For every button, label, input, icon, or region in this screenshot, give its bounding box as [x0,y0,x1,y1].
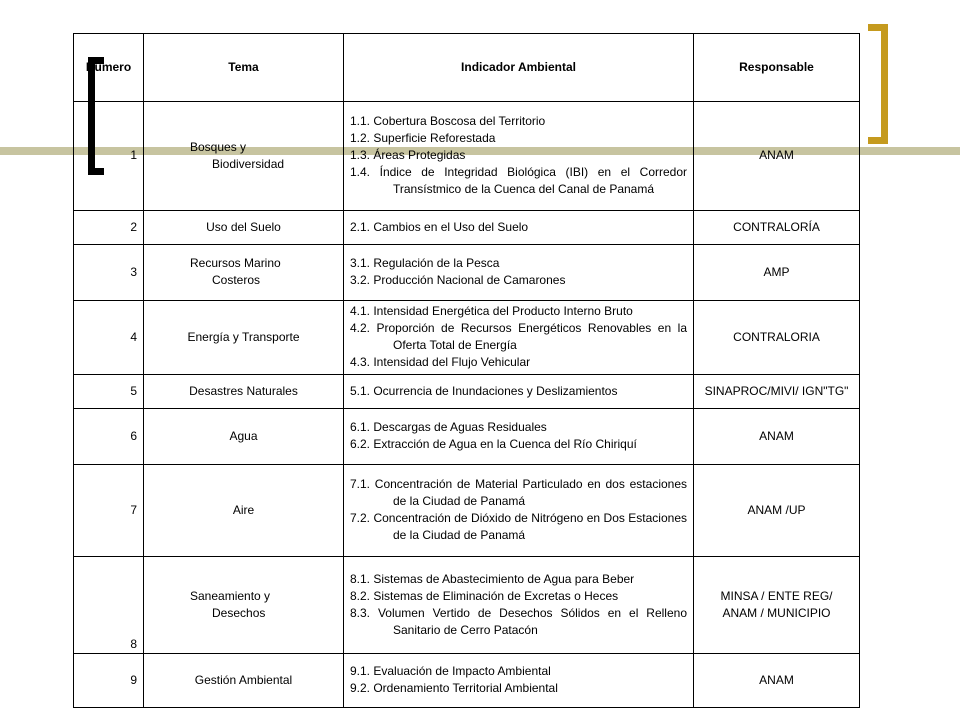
row-tema [144,374,344,408]
row-responsable: AMP [694,244,860,300]
table-row [74,653,860,707]
row-tema [144,210,344,244]
row-indicadores [344,210,694,244]
indicator-item: 8.1. Sistemas de Abastecimiento de Agua para Beber [350,572,635,587]
indicator-item: 8.3. Volumen Vertido de Desechos Sólidos en el Relleno Sanitario de Cerro Patacón [350,606,687,638]
row-indicadores [344,464,694,557]
table-row [74,210,860,244]
row-tema [144,102,344,211]
right-bracket-decoration [868,24,888,144]
table-row [74,557,860,654]
row-tema [144,653,344,707]
table-row [74,464,860,557]
row-number: 5 [74,374,144,408]
row-tema [144,408,344,464]
row-indicadores [344,653,694,707]
row-responsable: ANAM [694,102,860,211]
row-number: 8 [74,557,144,654]
tema-line: Uso del Suelo [206,219,281,234]
row-indicadores [344,374,694,408]
header-numero: Número [74,34,144,102]
table-row [74,408,860,464]
header-responsable: Responsable [694,34,860,102]
indicator-item: 1.4. Índice de Integridad Biológica (IBI) en el Corredor Transístmico de la Cuenca del Canal de Panamá [350,165,687,197]
row-number: 1 [74,102,144,211]
indicator-item: 4.2. Proporción de Recursos Energéticos Renovables en la Oferta Total de Energía [350,321,687,353]
indicator-item: 1.1. Cobertura Boscosa del Territorio [350,114,546,129]
indicator-item: 7.1. Concentración de Material Particulado en dos estaciones de la Ciudad de Panamá [350,477,687,509]
left-bracket-decoration [88,57,104,175]
tema-line: Energía y Transporte [187,329,300,344]
row-indicadores [344,300,694,374]
row-number: 4 [74,300,144,374]
tema-line: Bosques y [190,139,247,154]
indicator-item: 1.2. Superficie Reforestada [350,131,496,146]
table-row [74,244,860,300]
indicators-table [73,33,860,708]
indicator-item: 2.1. Cambios en el Uso del Suelo [350,219,529,234]
row-number: 2 [74,210,144,244]
indicator-item: 4.3. Intensidad del Flujo Vehicular [350,355,531,370]
row-responsable: ANAM [694,408,860,464]
row-responsable: ANAM [694,653,860,707]
row-responsable: CONTRALORÍA [694,210,860,244]
row-responsable: MINSA / ENTE REG/ ANAM / MUNICIPIO [694,557,860,654]
row-responsable: ANAM /UP [694,464,860,557]
table-row [74,300,860,374]
indicator-item: 4.1. Intensidad Energética del Producto Interno Bruto [350,304,633,319]
row-indicadores [344,408,694,464]
table-row [74,374,860,408]
indicator-item: 3.2. Producción Nacional de Camarones [350,273,566,288]
header-tema: Tema [144,34,344,102]
indicator-item: 5.1. Ocurrencia de Inundaciones y Deslizamientos [350,383,618,398]
indicator-item: 9.1. Evaluación de Impacto Ambiental [350,664,551,679]
row-indicadores [344,557,694,654]
row-number: 7 [74,464,144,557]
tema-line: Recursos Marino [190,256,281,271]
indicator-item: 8.2. Sistemas de Eliminación de Excretas o Heces [350,589,619,604]
indicator-item: 6.1. Descargas de Aguas Residuales [350,420,547,435]
indicator-item: 7.2. Concentración de Dióxido de Nitrógeno en Dos Estaciones de la Ciudad de Panamá [350,511,687,543]
tema-line: Agua [229,428,258,443]
tema-line: Desastres Naturales [189,383,298,398]
row-indicadores [344,102,694,211]
row-tema [144,244,344,300]
indicator-item: 3.1. Regulación de la Pesca [350,256,500,271]
row-number: 3 [74,244,144,300]
row-tema [144,300,344,374]
tema-line: Costeros [212,273,261,288]
tema-line: Gestión Ambiental [194,672,293,687]
table-header-row [74,34,860,102]
row-number: 9 [74,653,144,707]
row-responsable: SINAPROC/MIVI/ IGN"TG" [694,374,860,408]
table-row [74,102,860,211]
indicator-item: 6.2. Extracción de Agua en la Cuenca del Río Chiriquí [350,437,637,452]
indicator-item: 1.3. Áreas Protegidas [350,148,466,163]
header-indicador: Indicador Ambiental [344,34,694,102]
row-tema [144,464,344,557]
row-number: 6 [74,408,144,464]
row-indicadores [344,244,694,300]
row-tema [144,557,344,654]
row-responsable: CONTRALORIA [694,300,860,374]
tema-line: Aire [232,502,255,517]
tema-line: Biodiversidad [212,156,285,171]
tema-line: Saneamiento y [190,589,271,604]
indicator-item: 9.2. Ordenamiento Territorial Ambiental [350,681,558,696]
tema-line: Desechos [212,606,266,621]
